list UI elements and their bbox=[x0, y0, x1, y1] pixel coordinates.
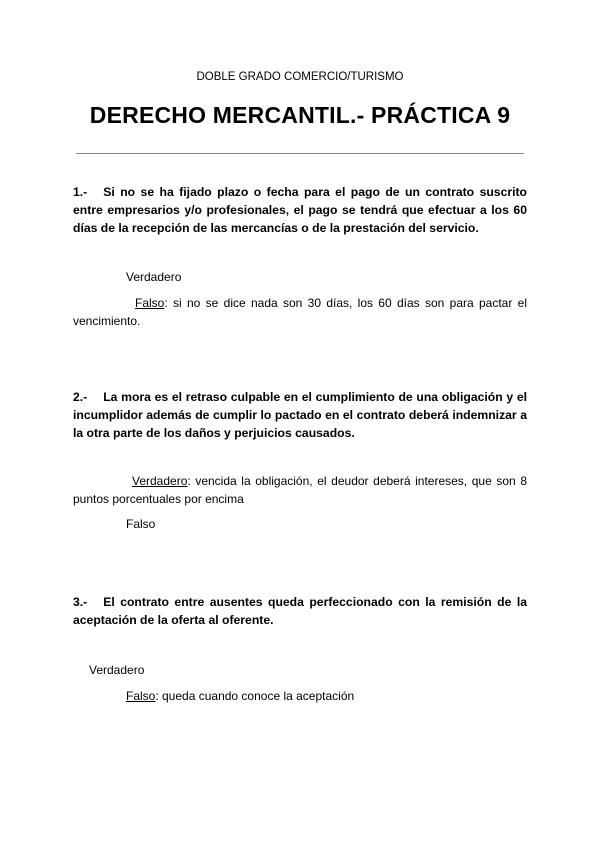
question-2-answer bbox=[73, 472, 527, 508]
question-2-answer-text: : vencida la obligación, el deudor deberá intereses, que son 8 puntos porcentuales por encima bbox=[73, 474, 527, 506]
question-3-answer-label: Falso bbox=[126, 689, 156, 703]
question-2-answer-label: Verdadero bbox=[132, 474, 188, 488]
title-divider bbox=[76, 153, 524, 154]
question-1-number: 1.- bbox=[73, 185, 88, 199]
question-3-answer bbox=[126, 687, 354, 705]
question-2-number: 2.- bbox=[73, 390, 88, 404]
question-1-answer bbox=[73, 294, 527, 330]
question-2-text: La mora es el retraso culpable en el cumplimiento de una obligación y el incumplidor además de cumplir lo pactado en el contrato deberá indemnizar a la otra parte de los daños y perjuicios causados. bbox=[73, 390, 527, 440]
question-2 bbox=[73, 388, 527, 442]
question-3-option-verdadero: Verdadero bbox=[89, 663, 145, 677]
question-1 bbox=[73, 183, 527, 237]
question-3-number: 3.- bbox=[73, 595, 88, 609]
question-3-text: El contrato entre ausentes queda perfeccionado con la remisión de la aceptación de la oferta al oferente. bbox=[73, 595, 527, 627]
question-1-text: Si no se ha fijado plazo o fecha para el pago de un contrato suscrito entre empresarios y/o profesionales, el pago se tendrá que efectuar a los 60 días de la recepción de las mercancías o de la prestación del servicio. bbox=[73, 185, 527, 235]
question-1-option-verdadero: Verdadero bbox=[126, 270, 182, 284]
question-3-answer-text: : queda cuando conoce la aceptación bbox=[155, 689, 355, 703]
question-2-option-falso: Falso bbox=[126, 517, 156, 531]
question-1-answer-label: Falso bbox=[135, 296, 165, 310]
question-3 bbox=[73, 593, 527, 629]
document-subtitle: DOBLE GRADO COMERCIO/TURISMO bbox=[196, 71, 404, 83]
question-1-answer-text: : si no se dice nada son 30 días, los 60 días son para pactar el vencimiento. bbox=[73, 296, 527, 328]
document-title: DERECHO MERCANTIL.- PRÁCTICA 9 bbox=[89, 102, 511, 128]
